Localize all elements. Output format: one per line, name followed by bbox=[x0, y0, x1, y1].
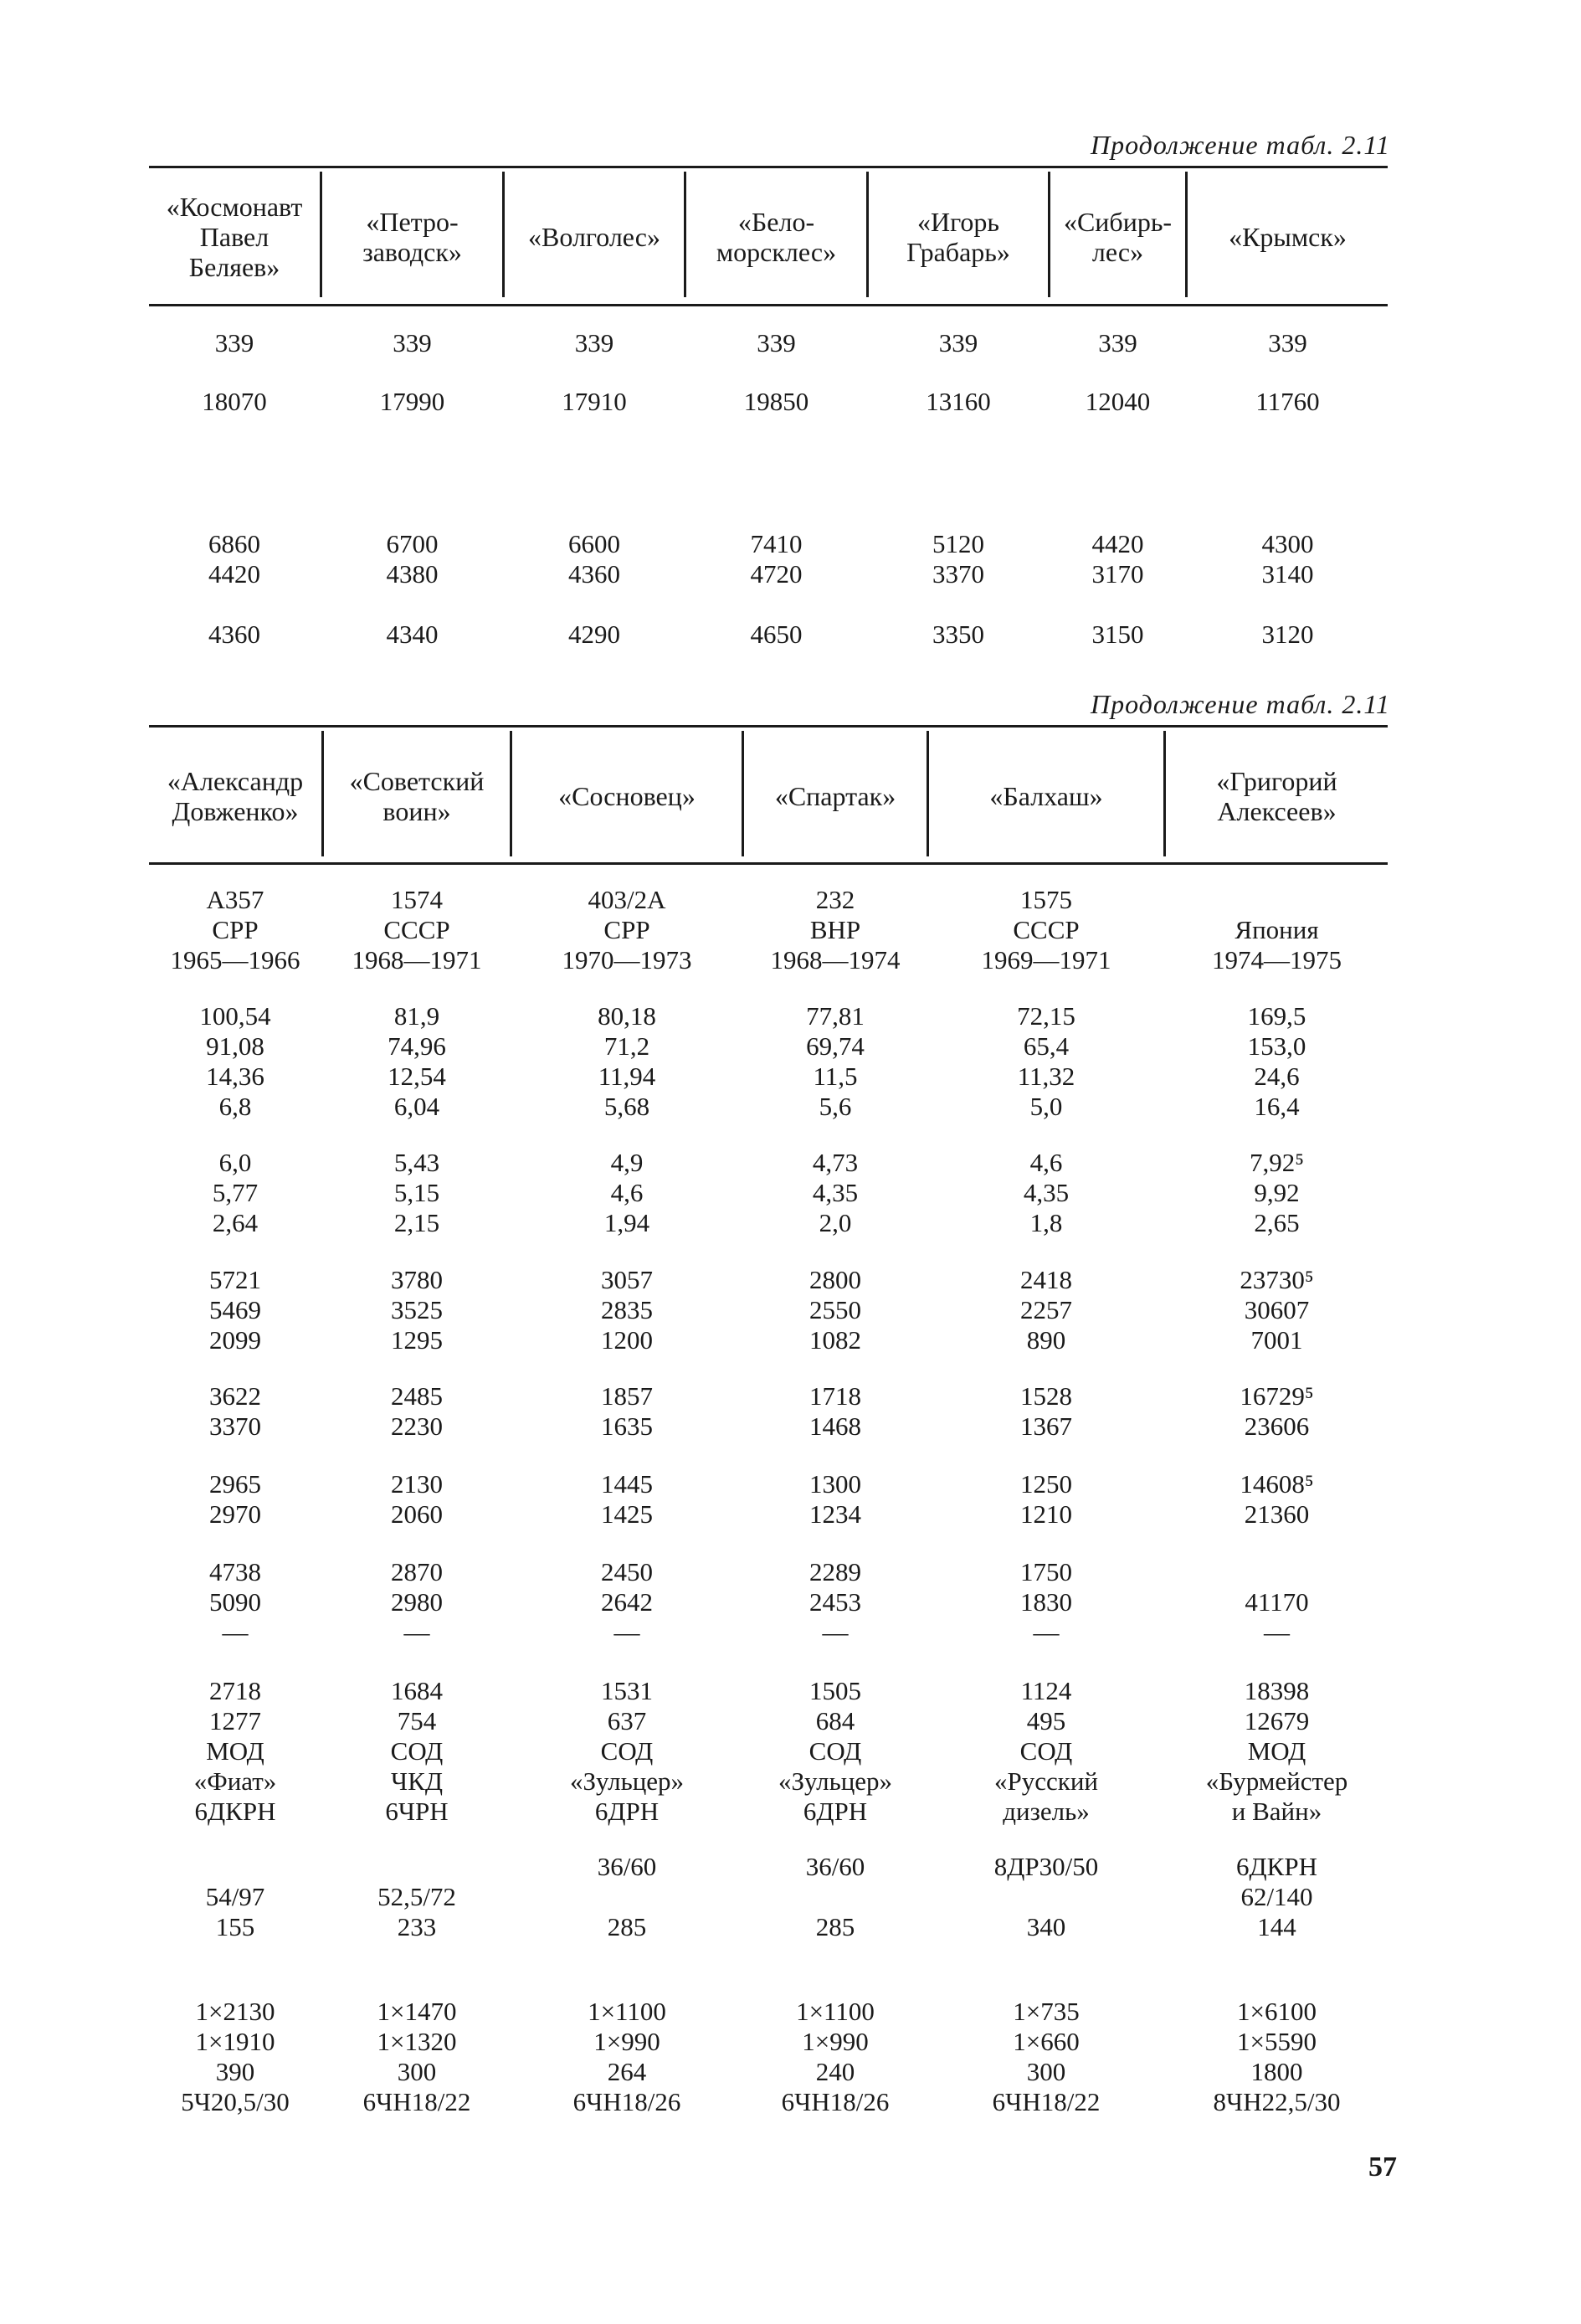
table1-cell: 4650 bbox=[750, 620, 803, 649]
table1-cell: 4420 3170 bbox=[1091, 529, 1144, 589]
table2-cell: 80,18 71,2 11,94 5,68 bbox=[598, 1001, 656, 1121]
table1-cell: 3150 bbox=[1091, 620, 1144, 649]
table2-header-rule bbox=[149, 862, 1388, 865]
table2-cell: 23730⁵ 30607 7001 bbox=[1240, 1265, 1314, 1355]
table1-header-cell: «Петро- заводск» bbox=[362, 206, 462, 267]
table2-cell: 1×1100 1×990 264 6ЧН18/26 bbox=[572, 1997, 681, 2116]
table1-cell: 339 bbox=[757, 328, 796, 357]
table2-cell: 6ДКРН 62/140 144 bbox=[1236, 1852, 1317, 1941]
table1-cell: 339 bbox=[938, 328, 978, 357]
table2-cell: А357 СРР 1965—1966 bbox=[170, 885, 300, 974]
table1-cell: 7410 4720 bbox=[750, 529, 803, 589]
table2-cell: 14608⁵ 21360 bbox=[1240, 1469, 1314, 1529]
table1-cell: 18070 bbox=[202, 387, 267, 416]
table2-cell: 1445 1425 bbox=[601, 1469, 653, 1529]
table2-cell: 6,0 5,77 2,64 bbox=[212, 1148, 259, 1237]
table1-cell: 3350 bbox=[932, 620, 984, 649]
table2-cell: 1718 1468 bbox=[809, 1381, 861, 1441]
table1-header-rule bbox=[149, 304, 1388, 306]
table1-cell: 11760 bbox=[1255, 387, 1320, 416]
table2-cell: 52,5/72 233 bbox=[377, 1882, 456, 1941]
page-number: 57 bbox=[1368, 2152, 1397, 2183]
table2-cell: 41170 — bbox=[1245, 1587, 1309, 1647]
table2-cell: 4,6 4,35 1,8 bbox=[1023, 1148, 1070, 1237]
table2-cell: 4,73 4,35 2,0 bbox=[812, 1148, 859, 1237]
table1-cell: 339 bbox=[574, 328, 614, 357]
table2-cell: 1528 1367 bbox=[1020, 1381, 1072, 1441]
table2-cell: 1×735 1×660 300 6ЧН18/22 bbox=[992, 1997, 1101, 2116]
table1-cell: 19850 bbox=[743, 387, 809, 416]
table2-cell: 1×1470 1×1320 300 6ЧН18/22 bbox=[362, 1997, 471, 2116]
table2-cell: 3057 2835 1200 bbox=[601, 1265, 653, 1355]
table2-cell: 72,15 65,4 11,32 5,0 bbox=[1017, 1001, 1075, 1121]
table2-cell: Япония 1974—1975 bbox=[1212, 915, 1342, 974]
table1-cell: 6600 4360 bbox=[568, 529, 620, 589]
table2-cell: 3622 3370 bbox=[209, 1381, 261, 1441]
table2-cell: 1750 1830 — bbox=[1020, 1557, 1072, 1647]
table2-cell: 36/60 285 bbox=[597, 1852, 657, 1941]
table2-top-rule bbox=[149, 725, 1388, 728]
table2-caption: Продолжение табл. 2.11 bbox=[1090, 689, 1390, 719]
table2-cell: 1505 684 СОД «Зульцер» 6ДРН bbox=[778, 1676, 893, 1826]
table2-cell: 7,92⁵ 9,92 2,65 bbox=[1249, 1148, 1305, 1237]
table2-header-cell: «Спартак» bbox=[774, 780, 896, 811]
table2-cell: 1531 637 СОД «Зульцер» 6ДРН bbox=[569, 1676, 685, 1826]
table2-cell: 1857 1635 bbox=[601, 1381, 653, 1441]
table1-cell: 5120 3370 bbox=[932, 529, 984, 589]
table2-cell: 1250 1210 bbox=[1020, 1469, 1072, 1529]
table1-header-cell: «Крымск» bbox=[1229, 221, 1347, 252]
table1-cell: 339 bbox=[1268, 328, 1307, 357]
table2-cell: 1300 1234 bbox=[809, 1469, 861, 1529]
table2-cell: 3780 3525 1295 bbox=[391, 1265, 443, 1355]
table1-caption: Продолжение табл. 2.11 bbox=[1090, 130, 1390, 160]
table1-cell: 12040 bbox=[1085, 387, 1151, 416]
table2-cell: 2418 2257 890 bbox=[1020, 1265, 1072, 1355]
table2-cell: 169,5 153,0 24,6 16,4 bbox=[1247, 1001, 1306, 1121]
table2-cell: 1×2130 1×1910 390 5Ч20,5/30 bbox=[181, 1997, 290, 2116]
table2-cell: 4,9 4,6 1,94 bbox=[603, 1148, 650, 1237]
table1-cell: 339 bbox=[1098, 328, 1137, 357]
table2-cell: 1574 СССР 1968—1971 bbox=[352, 885, 482, 974]
table2-cell: 18398 12679 МОД «Бурмейстер и Вайн» bbox=[1205, 1676, 1348, 1826]
table1-header-cell: «Сибирь- лес» bbox=[1063, 206, 1173, 267]
table1-cell: 6700 4380 bbox=[386, 529, 439, 589]
table1-header-cell: «Волголес» bbox=[528, 221, 660, 252]
table2-cell: 81,9 74,96 12,54 6,04 bbox=[388, 1001, 446, 1121]
table2-cell: 8ДР30/50 340 bbox=[993, 1852, 1099, 1941]
table2-header-cell: «Григорий Алексеев» bbox=[1216, 765, 1337, 826]
table2-cell: 4738 5090 — bbox=[209, 1557, 261, 1647]
table1-cell: 4300 3140 bbox=[1261, 529, 1314, 589]
table2-cell: 232 ВНР 1968—1974 bbox=[770, 885, 901, 974]
table1-cell: 339 bbox=[393, 328, 432, 357]
table2-header-cell: «Александр Довженко» bbox=[167, 765, 304, 826]
table2-cell: 403/2А СРР 1970—1973 bbox=[562, 885, 692, 974]
table2-cell: 2965 2970 bbox=[209, 1469, 261, 1529]
table2-cell: 5721 5469 2099 bbox=[209, 1265, 261, 1355]
table2-cell: 1×6100 1×5590 1800 8ЧН22,5/30 bbox=[1213, 1997, 1341, 2116]
table1-cell: 13160 bbox=[926, 387, 991, 416]
table2-header-cell: «Сосновец» bbox=[558, 780, 696, 811]
table2-cell: 1575 СССР 1969—1971 bbox=[981, 885, 1111, 974]
table1-cell: 4340 bbox=[386, 620, 439, 649]
table1-cell: 3120 bbox=[1261, 620, 1314, 649]
table1-cell: 17910 bbox=[562, 387, 627, 416]
table2-cell: 2870 2980 — bbox=[391, 1557, 443, 1647]
table2-cell: 54/97 155 bbox=[205, 1882, 265, 1941]
table2-cell: 2450 2642 — bbox=[601, 1557, 653, 1647]
table2-cell: 16729⁵ 23606 bbox=[1240, 1381, 1314, 1441]
table2-header-cell: «Советский воин» bbox=[349, 765, 485, 826]
table1-header-cell: «Игорь Грабарь» bbox=[906, 206, 1010, 267]
table2-cell: 100,54 91,08 14,36 6,8 bbox=[199, 1001, 271, 1121]
table1-cell: 339 bbox=[214, 328, 254, 357]
table2-cell: 2718 1277 МОД «Фиат» 6ДКРН bbox=[193, 1676, 277, 1826]
table2-cell: 77,81 69,74 11,5 5,6 bbox=[806, 1001, 865, 1121]
table2-cell: 1×1100 1×990 240 6ЧН18/26 bbox=[781, 1997, 890, 2116]
table2-header-cell: «Балхаш» bbox=[989, 780, 1103, 811]
table1-top-rule bbox=[149, 166, 1388, 168]
table2-cell: 5,43 5,15 2,15 bbox=[393, 1148, 440, 1237]
table2-cell: 1684 754 СОД ЧКД 6ЧРН bbox=[385, 1676, 449, 1826]
table1-cell: 4290 bbox=[568, 620, 620, 649]
table1-header-cell: «Бело- морсклес» bbox=[716, 206, 837, 267]
table2-cell: 2289 2453 — bbox=[809, 1557, 861, 1647]
table1-cell: 6860 4420 bbox=[208, 529, 260, 589]
table1-header-cell: «Космонавт Павел Беляев» bbox=[166, 191, 303, 282]
table1-cell: 17990 bbox=[379, 387, 445, 416]
table1-cell: 4360 bbox=[208, 620, 260, 649]
table2-cell: 36/60 285 bbox=[805, 1852, 865, 1941]
table2-cell: 1124 495 СОД «Русский дизель» bbox=[994, 1676, 1098, 1826]
table2-cell: 2485 2230 bbox=[391, 1381, 443, 1441]
table2-cell: 2800 2550 1082 bbox=[809, 1265, 861, 1355]
table2-cell: 2130 2060 bbox=[391, 1469, 443, 1529]
